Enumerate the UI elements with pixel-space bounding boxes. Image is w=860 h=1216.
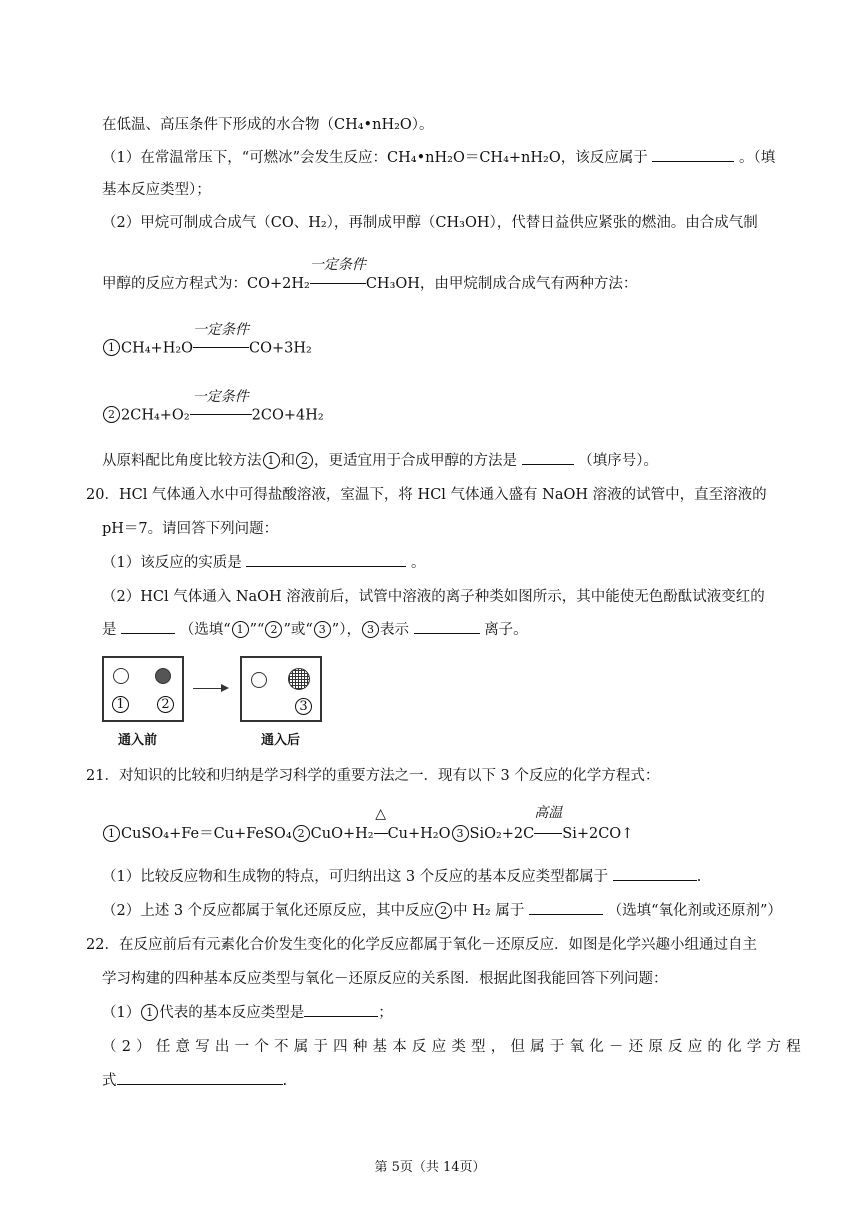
answer-blank[interactable] — [304, 1002, 378, 1017]
question-22-3: 式 . — [102, 1069, 287, 1090]
circled-number: 3 — [295, 698, 312, 715]
circled-number: 2 — [103, 406, 120, 423]
high-temp-arrow: 高温 — [534, 826, 562, 842]
circled-number: 1 — [263, 452, 280, 469]
answer-blank[interactable] — [117, 1070, 283, 1085]
question-22-1: （1） 1 代表的基本反应类型是 ； — [102, 1001, 393, 1022]
circled-number: 2 — [265, 621, 282, 638]
question-22: 22．在反应前后有元素化合价发生变化的化学反应都属于氧化－还原反应．如图是化学兴趣小组通过自主 — [86, 937, 757, 953]
page-footer: 第 5页（共 14页） — [374, 1160, 486, 1175]
text-line: pH＝7。请回答下列问题： — [102, 521, 279, 537]
method-2-equation: 2 2CH₄+O₂ 一定条件 2CO+4H₂ — [102, 407, 324, 424]
arrow-icon — [193, 688, 227, 689]
condition-arrow: 一定条件 — [310, 276, 366, 292]
after-caption: 通入后 — [261, 733, 301, 748]
circled-number: 2 — [293, 825, 310, 842]
question-19-compare: 从原料配比角度比较方法 1 和 2 ，更适宜用于合成甲醇的方法是 （填序号）。 — [102, 449, 658, 470]
answer-blank[interactable] — [522, 450, 574, 465]
question-20-2: （2）HCl 气体通入 NaOH 溶液前后，试管中溶液的离子种类如图所示，其中能使无色酚酞试液变红的 — [102, 589, 765, 605]
text-line: 基本反应类型）； — [102, 182, 211, 198]
circled-number: 1 — [112, 696, 129, 713]
question-21: 21．对知识的比较和归纳是学习科学的重要方法之一．现有以下 3 个反应的化学方程式： — [86, 768, 660, 784]
ion-white — [251, 672, 267, 688]
circled-number: 2 — [157, 696, 174, 713]
methanol-equation: 甲醇的反应方程式为：CO+2H₂ 一定条件 CH₃OH，由甲烷制成合成气有两种方法： — [102, 257, 638, 292]
question-19-1: （1）在常温常压下，“可燃冰”会发生反应：CH₄•nH₂O＝CH₄+nH₂O，该反应属于 。（填 — [102, 146, 775, 167]
question-20: 20．HCl 气体通入水中可得盐酸溶液，室温下，将 HCl 气体通入盛有 NaOH 溶液的试管中，直至溶液的 — [86, 487, 767, 503]
question-20-2-answer: 是 （选填“ 1 ”“ 2 ”或“ 3 ”）， 3 表示 离子。 — [102, 618, 528, 639]
answer-blank[interactable] — [246, 552, 406, 567]
answer-blank[interactable] — [414, 619, 480, 634]
circled-number: 3 — [314, 621, 331, 638]
answer-blank[interactable] — [652, 147, 734, 162]
circled-number: 2 — [296, 452, 313, 469]
question-21-1: （1）比较反应物和生成物的特点，可归纳出这 3 个反应的基本反应类型都属于 . — [102, 865, 701, 886]
heat-arrow: △ — [374, 826, 388, 842]
circled-number: 2 — [435, 902, 452, 919]
ion-dark — [155, 668, 171, 684]
before-box — [102, 656, 184, 722]
question-19-2: （2）甲烷可制成合成气（CO、H₂），再制成甲醇（CH₃OH），代替日益供应紧张的燃油。由合成气制 — [102, 215, 758, 231]
question-21-2: （2）上述 3 个反应都属于氧化还原反应，其中反应 2 中 H₂ 属于 （选填“氧化剂或还原剂”） — [102, 899, 782, 920]
answer-blank[interactable] — [121, 619, 175, 634]
circled-number: 1 — [103, 825, 120, 842]
circled-number: 1 — [103, 339, 120, 356]
condition-arrow: 一定条件 — [190, 408, 252, 424]
answer-blank[interactable] — [529, 900, 603, 915]
after-box — [240, 656, 322, 722]
circled-number: 3 — [452, 825, 469, 842]
ion-white — [113, 668, 129, 684]
circled-number: 3 — [362, 621, 379, 638]
text-line: 在低温、高压条件下形成的水合物（CH₄•nH₂O）。 — [102, 117, 434, 133]
question-20-1: （1）该反应的实质是 。 — [102, 551, 425, 572]
question-22-2: （2）任意写出一个不属于四种基本反应类型，但属于氧化－还原反应的化学方程 — [102, 1039, 806, 1055]
answer-blank[interactable] — [613, 866, 697, 881]
circled-number: 1 — [232, 621, 249, 638]
method-1-equation: 1 CH₄+H₂O 一定条件 CO+3H₂ — [102, 340, 312, 357]
reaction-equations: 1 CuSO₄+Fe＝Cu+FeSO₄ 2 CuO+H₂ △ Cu+H₂O 3 SiO₂+2C 高温 Si+2CO↑ — [102, 822, 633, 843]
ion-grid — [288, 668, 310, 690]
text-line: 学习构建的四种基本反应类型与氧化－还原反应的关系图．根据此图我能回答下列问题： — [102, 971, 668, 987]
before-caption: 通入前 — [118, 733, 158, 748]
circled-number: 1 — [141, 1004, 158, 1021]
condition-arrow: 一定条件 — [193, 341, 249, 357]
